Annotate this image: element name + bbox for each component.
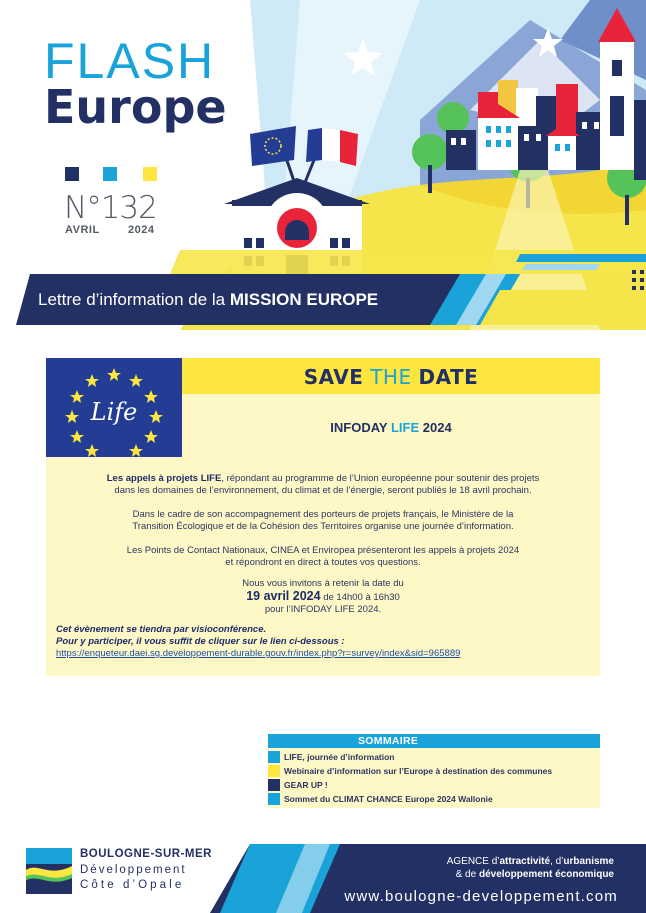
- sommaire-bullet: [268, 793, 280, 805]
- sommaire-item-life[interactable]: [268, 751, 600, 764]
- banner-mission: MISSION EUROPE: [229, 290, 379, 309]
- event-year: 2024: [419, 420, 452, 435]
- event-title: [182, 420, 600, 435]
- issue-year: 2024: [128, 224, 155, 236]
- sommaire-bullet: [268, 751, 280, 763]
- visio-line2: Pour y participer, il vous suffit de cliquer sur le lien ci-dessous :: [56, 635, 345, 647]
- table-of-contents: [268, 734, 600, 808]
- title-flash: FLASH: [44, 33, 216, 89]
- std-date: DATE: [418, 365, 479, 389]
- agency-attractivite: attractivité: [499, 856, 551, 867]
- calls-rest: , répondant au programme de l’Union européenne pour soutenir des projets: [221, 473, 540, 484]
- issue-number: N°132: [64, 190, 157, 226]
- agency-developpement: développement économique: [478, 869, 614, 880]
- org-name-line1: BOULOGNE-SUR-MER: [80, 848, 212, 860]
- invite-line1: Nous vous invitons à retenir la date du: [242, 578, 404, 589]
- sommaire-item-climat-chance[interactable]: [268, 793, 600, 806]
- visio-notice: [56, 624, 596, 647]
- event-life: LIFE: [390, 420, 420, 435]
- boulogne-logo-icon: [26, 848, 72, 894]
- org-name-line3: Côte d’Opale: [80, 879, 185, 891]
- paragraph-contacts: [46, 545, 600, 569]
- cyan-square: [103, 167, 117, 181]
- agency-urbanisme: urbanisme: [563, 856, 614, 867]
- event-prefix: INFODAY: [330, 420, 391, 435]
- website-link[interactable]: www.boulogne-developpement.com: [344, 888, 618, 905]
- sommaire-bullet: [268, 765, 280, 777]
- footer: [0, 840, 646, 913]
- newsletter-banner: [38, 290, 378, 310]
- sommaire-title: SOMMAIRE: [358, 735, 419, 747]
- save-the-date-title: [304, 365, 479, 389]
- sommaire-bullet: [268, 779, 280, 791]
- sommaire-header: [268, 734, 600, 748]
- ministry-line1: Dans le cadre de son accompagnement des porteurs de projets français, le Ministère de la: [132, 509, 514, 520]
- agency-text: AGENCE d’: [446, 856, 500, 867]
- navy-square: [65, 167, 79, 181]
- visio-line1: Cet évènement se tiendra par visioconférence.: [56, 624, 267, 635]
- calls-bold: Les appels à projets LIFE: [106, 473, 222, 484]
- sommaire-label: Webinaire d’information sur l’Europe à destination des communes: [284, 766, 553, 776]
- sommaire-label: LIFE, journée d’information: [284, 752, 395, 762]
- yellow-square: [143, 167, 157, 181]
- agency-text: , d’: [550, 856, 564, 867]
- sommaire-item-webinaire[interactable]: [268, 765, 600, 778]
- calls-line2: dans les domaines de l’environnement, du climat et de l’énergie, seront publiés le 18 avril prochain.: [114, 485, 532, 496]
- agency-text: & de: [455, 869, 479, 880]
- paragraph-invite: [46, 578, 600, 616]
- sommaire-label: Sommet du CLIMAT CHANCE Europe 2024 Wallonie: [284, 794, 493, 804]
- agency-line1: [447, 856, 614, 867]
- issue-month: AVRIL: [65, 224, 100, 236]
- org-name-line2: Développement: [80, 864, 187, 876]
- contacts-line2: et répondront en direct à toutes vos questions.: [225, 557, 421, 568]
- french-flag-icon: [306, 128, 358, 166]
- ministry-line2: Transition Écologique et de la Cohésion des Territoires organise une journée d’information.: [132, 521, 514, 532]
- sommaire-label: GEAR UP !: [284, 780, 328, 790]
- banner-prefix: Lettre d’information de la: [38, 290, 230, 309]
- paragraph-calls: [46, 473, 600, 497]
- event-time: de 14h00 à 16h30: [320, 592, 400, 603]
- title-europe: Europe: [44, 80, 227, 134]
- std-save: SAVE: [303, 365, 364, 389]
- life-logo-text: Life: [90, 398, 138, 426]
- save-the-date-bar: [182, 358, 600, 394]
- header-illustration: [0, 0, 646, 330]
- contacts-line1: Les Points de Contact Nationaux, CINEA et Enviropea présenteront les appels à projets 2024: [126, 545, 520, 556]
- save-the-date-card: [46, 358, 600, 676]
- eu-stars-icon: [46, 358, 182, 457]
- paragraph-ministry: [46, 509, 600, 533]
- life-eu-flag-logo: [46, 358, 182, 457]
- sommaire-item-gear-up[interactable]: [268, 779, 600, 792]
- event-date: 19 avril 2024: [246, 589, 321, 603]
- invite-line3: pour l’INFODAY LIFE 2024.: [264, 604, 382, 615]
- registration-link[interactable]: https://enqueteur.daei.sg.developpement-durable.gouv.fr/index.php?r=survey/index&sid=965889: [56, 648, 461, 659]
- eu-flag-small-icon: [250, 126, 296, 166]
- std-the: THE: [363, 365, 419, 389]
- agency-line2: [456, 869, 614, 880]
- footer-banner: [210, 844, 646, 913]
